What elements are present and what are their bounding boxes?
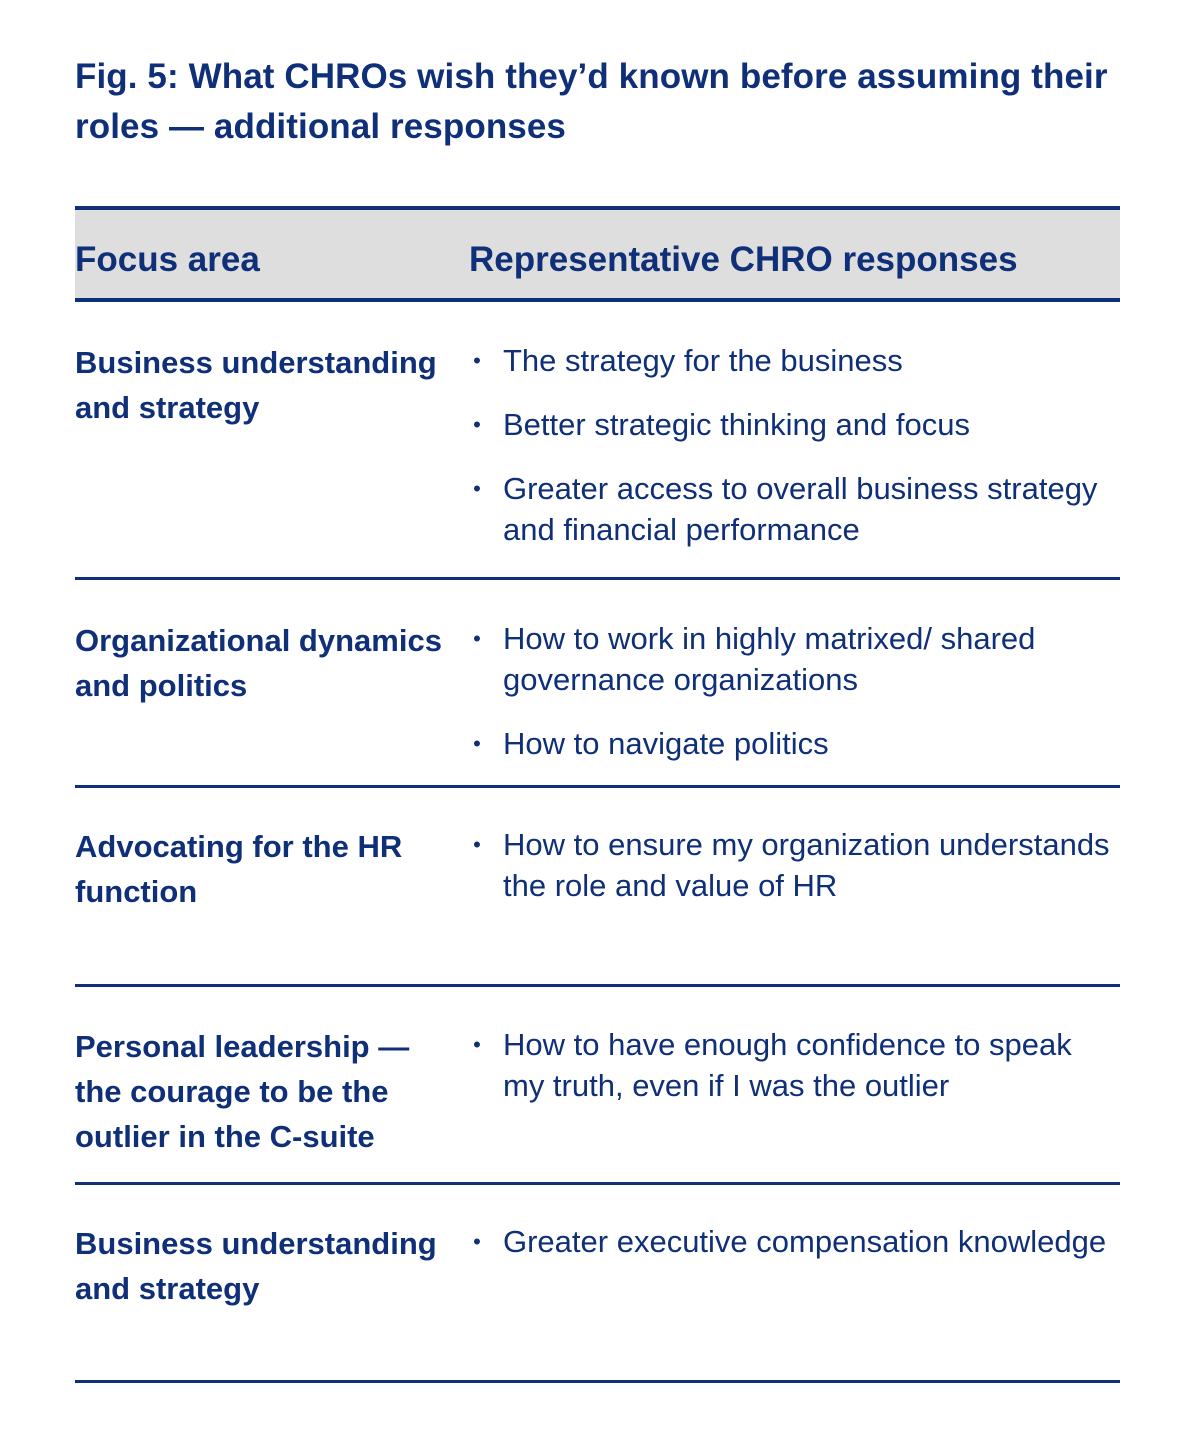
bullet-icon: • <box>473 412 481 437</box>
response-text: How to navigate politics <box>503 726 829 761</box>
header-focus-area: Focus area <box>75 240 260 279</box>
response-text: The strategy for the business <box>503 343 903 378</box>
bullet-icon: • <box>473 1032 481 1057</box>
response-list <box>467 824 1117 929</box>
header-responses: Representative CHRO responses <box>469 240 1018 279</box>
bullet-icon: • <box>473 476 481 501</box>
response-text: Better strategic thinking and focus <box>503 407 970 442</box>
bullet-icon: • <box>473 348 481 373</box>
list-item <box>467 723 1117 764</box>
focus-area-cell: Personal leadership — the courage to be the outlier in the C-suite <box>75 1029 410 1154</box>
list-item <box>467 824 1117 906</box>
response-text: How to work in highly matrixed/ shared governance organizations <box>503 621 1036 697</box>
bullet-icon: • <box>473 731 481 756</box>
list-item <box>467 468 1117 550</box>
list-item <box>467 618 1117 700</box>
figure-title: Fig. 5: What CHROs wish they’d known before assuming their roles — additional responses <box>75 57 1108 146</box>
table-row <box>75 580 1120 788</box>
response-text: How to have enough confidence to speak my truth, even if I was the outlier <box>503 1027 1072 1103</box>
responses-table <box>75 206 1120 1383</box>
table-row <box>75 987 1120 1185</box>
focus-area-cell: Advocating for the HR function <box>75 829 403 909</box>
list-item <box>467 340 1117 381</box>
response-text: How to ensure my organization understands the role and value of HR <box>503 827 1110 903</box>
focus-area-cell: Business understanding and strategy <box>75 1226 437 1306</box>
table-row <box>75 788 1120 987</box>
response-list <box>467 1024 1117 1129</box>
table-header <box>75 206 1120 302</box>
bullet-icon: • <box>473 1229 481 1254</box>
bullet-icon: • <box>473 626 481 651</box>
focus-area-cell: Organizational dynamics and politics <box>75 623 442 703</box>
list-item <box>467 1221 1117 1262</box>
list-item <box>467 1024 1117 1106</box>
table-row <box>75 302 1120 580</box>
response-text: Greater access to overall business strategy and financial performance <box>503 471 1098 547</box>
table-row <box>75 1185 1120 1383</box>
response-text: Greater executive compensation knowledge <box>503 1224 1107 1259</box>
response-list <box>467 340 1117 573</box>
bullet-icon: • <box>473 832 481 857</box>
response-list <box>467 618 1117 787</box>
focus-area-cell: Business understanding and strategy <box>75 345 437 425</box>
response-list <box>467 1221 1117 1285</box>
list-item <box>467 404 1117 445</box>
